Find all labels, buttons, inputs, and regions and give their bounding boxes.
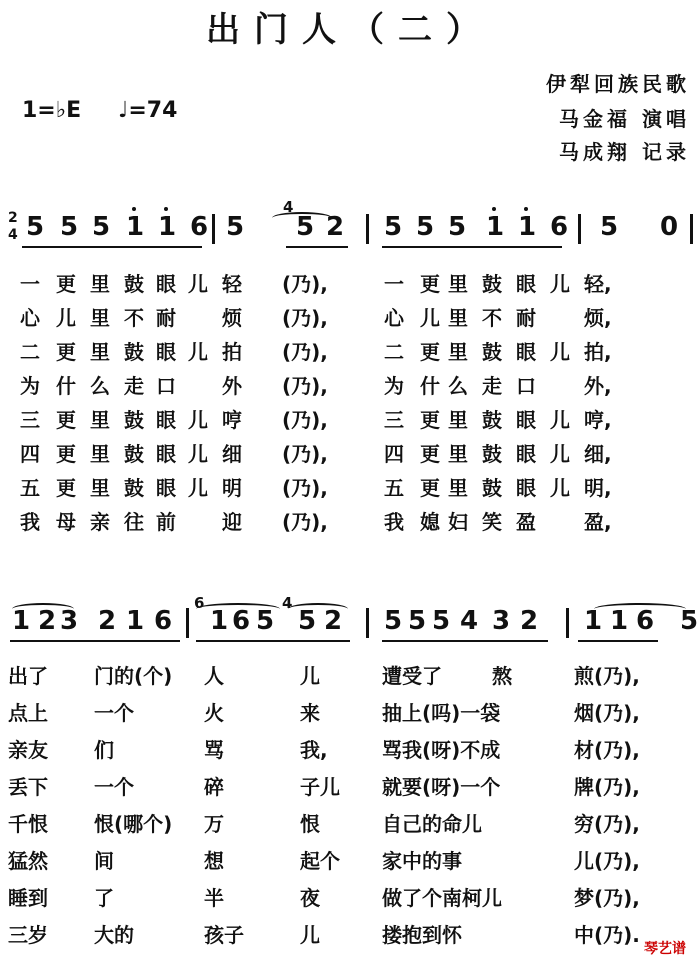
beam (382, 246, 562, 248)
lyric-syllable: 走 (482, 374, 502, 398)
lyric-word: 搂抱到怀 (382, 923, 462, 947)
lyric-word: 一个 (94, 775, 134, 799)
slur (196, 603, 280, 615)
lyric-word: 夜 (300, 886, 320, 910)
lyric-syllable: 儿 (188, 408, 208, 432)
lyric-syllable: 更 (420, 442, 440, 466)
lyric-word: 来 (300, 701, 320, 725)
lyric-word: 家中的事 (382, 849, 462, 873)
lyric-word: 牌(乃), (574, 775, 640, 799)
lyric-syllable: 更 (420, 476, 440, 500)
octave-dot (492, 207, 496, 211)
lyric-syllable: 我 (20, 510, 40, 534)
bar-line (366, 214, 369, 244)
tempo-marking: ♩=74 (118, 98, 178, 123)
bar-line (186, 608, 189, 638)
lyric-syllable: 更 (420, 408, 440, 432)
lyric-syllable: (乃), (282, 340, 328, 364)
note: 6 (190, 212, 209, 242)
grace-note: 6 (194, 594, 205, 612)
lyric-syllable: 前 (156, 510, 176, 534)
lyric-syllable: 明, (584, 476, 612, 500)
lyric-syllable: 鼓 (124, 408, 144, 432)
note: 0 (660, 212, 679, 242)
lyric-word: 恨 (300, 812, 320, 836)
note: 5 (680, 606, 699, 636)
time-signature-top: 2 (8, 210, 18, 226)
lyric-syllable: 更 (56, 340, 76, 364)
note: 3 (492, 606, 511, 636)
octave-dot (524, 207, 528, 211)
lyric-syllable: 儿 (420, 306, 440, 330)
lyric-syllable: 外 (222, 374, 242, 398)
note: 1 (584, 606, 603, 636)
note: 5 (416, 212, 435, 242)
note: 4 (460, 606, 479, 636)
lyric-word: 了 (94, 886, 114, 910)
lyric-word: 熬 (492, 664, 512, 688)
note: 1 (518, 212, 537, 242)
lyric-syllable: 鼓 (482, 442, 502, 466)
note: 5 (408, 606, 427, 636)
credit-performer: 马金福 演唱 (559, 107, 690, 131)
lyric-syllable: (乃), (282, 374, 328, 398)
bar-line (566, 608, 569, 638)
grace-note: 4 (283, 198, 294, 216)
lyric-word: 烟(乃), (574, 701, 640, 725)
note: 1 (210, 606, 229, 636)
lyric-word: 点上 (8, 701, 48, 725)
lyric-syllable: 里 (90, 340, 110, 364)
lyric-syllable: 鼓 (482, 272, 502, 296)
lyric-word: 骂我(呀)不成 (382, 738, 501, 762)
lyric-syllable: 么 (448, 374, 468, 398)
lyric-syllable: 鼓 (482, 340, 502, 364)
lyric-word: 儿(乃), (574, 849, 640, 873)
lyric-syllable: 拍 (222, 340, 242, 364)
lyric-word: 抽上(吗)一袋 (382, 701, 501, 725)
note: 5 (256, 606, 275, 636)
note: 5 (226, 212, 245, 242)
lyric-word: 子儿 (300, 775, 340, 799)
lyric-word: 间 (94, 849, 114, 873)
lyric-word: 中(乃). (574, 923, 640, 947)
lyric-word: 梦(乃), (574, 886, 640, 910)
lyric-syllable: 鼓 (124, 476, 144, 500)
lyric-syllable: 心 (384, 306, 404, 330)
lyric-word: 儿 (300, 664, 320, 688)
lyric-syllable: 二 (384, 340, 404, 364)
lyric-syllable: 细 (222, 442, 242, 466)
lyric-word: 起个 (300, 849, 340, 873)
lyric-syllable: 儿 (550, 340, 570, 364)
note: 5 (448, 212, 467, 242)
note: 6 (232, 606, 251, 636)
lyric-syllable: 更 (56, 442, 76, 466)
lyric-word: 做了个南柯儿 (382, 886, 502, 910)
octave-dot (132, 207, 136, 211)
lyric-word: 们 (94, 738, 114, 762)
lyric-word: 出了 (8, 664, 48, 688)
lyric-syllable: 哼 (222, 408, 242, 432)
note: 6 (636, 606, 655, 636)
lyric-word: 亲友 (8, 738, 48, 762)
note: 3 (60, 606, 79, 636)
slur (272, 212, 332, 224)
lyric-syllable: 眼 (156, 476, 176, 500)
beam (196, 640, 350, 642)
lyric-syllable: 三 (384, 408, 404, 432)
lyric-syllable: 鼓 (124, 442, 144, 466)
lyric-syllable: 更 (56, 408, 76, 432)
lyric-syllable: 往 (124, 510, 144, 534)
lyric-syllable: 儿 (550, 272, 570, 296)
lyric-syllable: 鼓 (482, 408, 502, 432)
note: 5 (384, 606, 403, 636)
lyric-syllable: 哼, (584, 408, 612, 432)
note: 1 (12, 606, 31, 636)
lyric-syllable: 里 (90, 272, 110, 296)
lyric-word: 丢下 (8, 775, 48, 799)
lyric-syllable: 里 (90, 306, 110, 330)
credit-source: 伊犁回族民歌 (546, 72, 690, 96)
lyric-word: 门的(个) (94, 664, 173, 688)
lyric-syllable: 儿 (188, 340, 208, 364)
lyric-syllable: 更 (420, 340, 440, 364)
lyric-word: 遭受了 (382, 664, 442, 688)
lyric-syllable: 眼 (516, 476, 536, 500)
beam (10, 640, 180, 642)
bar-line (212, 214, 215, 244)
lyric-syllable: 媳 (420, 510, 440, 534)
lyric-syllable: 不 (482, 306, 502, 330)
key-signature: 1=♭E (22, 98, 82, 123)
lyric-word: 煎(乃), (574, 664, 640, 688)
lyric-syllable: 心 (20, 306, 40, 330)
lyric-word: 猛然 (8, 849, 48, 873)
lyric-word: 万 (204, 812, 224, 836)
note: 6 (550, 212, 569, 242)
lyric-syllable: 里 (448, 476, 468, 500)
lyric-syllable: 儿 (188, 272, 208, 296)
lyric-word: 大的 (94, 923, 134, 947)
lyric-syllable: 走 (124, 374, 144, 398)
note: 1 (486, 212, 505, 242)
lyric-syllable: (乃), (282, 476, 328, 500)
lyric-syllable: 明 (222, 476, 242, 500)
footer-logo: 琴艺谱 (644, 941, 686, 957)
lyric-syllable: 儿 (188, 476, 208, 500)
lyric-word: 恨(哪个) (94, 812, 173, 836)
octave-dot (164, 207, 168, 211)
lyric-syllable: 眼 (516, 442, 536, 466)
lyric-syllable: 口 (516, 374, 536, 398)
lyric-syllable: 鼓 (124, 340, 144, 364)
note: 2 (326, 212, 345, 242)
lyric-syllable: 一 (384, 272, 404, 296)
lyric-syllable: 眼 (156, 408, 176, 432)
lyric-syllable: 母 (56, 510, 76, 534)
lyric-word: 我, (300, 738, 328, 762)
lyric-syllable: 耐 (156, 306, 176, 330)
beam (286, 246, 348, 248)
lyric-syllable: 里 (448, 442, 468, 466)
lyric-syllable: 烦, (584, 306, 612, 330)
credit-recorder: 马成翔 记录 (559, 140, 690, 164)
lyric-syllable: 儿 (550, 408, 570, 432)
page-title: 出门人（二） (206, 10, 494, 50)
lyric-syllable: 儿 (550, 476, 570, 500)
lyric-word: 孩子 (204, 923, 244, 947)
note: 5 (26, 212, 45, 242)
note: 1 (126, 212, 145, 242)
slur (288, 603, 348, 615)
note: 1 (610, 606, 629, 636)
lyric-syllable: 盈, (584, 510, 612, 534)
lyric-syllable: 里 (448, 306, 468, 330)
lyric-syllable: 三 (20, 408, 40, 432)
lyric-syllable: 鼓 (482, 476, 502, 500)
lyric-syllable: 更 (56, 476, 76, 500)
lyric-syllable: 烦 (222, 306, 242, 330)
note: 2 (324, 606, 343, 636)
lyric-syllable: 四 (20, 442, 40, 466)
lyric-syllable: 五 (20, 476, 40, 500)
beam (578, 640, 658, 642)
lyric-syllable: 眼 (156, 340, 176, 364)
note: 5 (600, 212, 619, 242)
lyric-word: 三岁 (8, 923, 48, 947)
lyric-syllable: 鼓 (124, 272, 144, 296)
note: 5 (60, 212, 79, 242)
beam (22, 246, 202, 248)
lyric-word: 自己的命儿 (382, 812, 482, 836)
lyric-syllable: 里 (90, 408, 110, 432)
lyric-syllable: 眼 (516, 340, 536, 364)
time-signature-bottom: 4 (8, 227, 18, 243)
lyric-syllable: 眼 (516, 272, 536, 296)
lyric-syllable: 儿 (56, 306, 76, 330)
lyric-word: 穷(乃), (574, 812, 640, 836)
note: 2 (38, 606, 57, 636)
lyric-syllable: 盈 (516, 510, 536, 534)
lyric-word: 火 (204, 701, 224, 725)
lyric-syllable: 迎 (222, 510, 242, 534)
lyric-syllable: 更 (56, 272, 76, 296)
lyric-syllable: (乃), (282, 408, 328, 432)
lyric-syllable: 里 (448, 408, 468, 432)
lyric-word: 半 (204, 886, 224, 910)
note: 2 (520, 606, 539, 636)
lyric-syllable: 口 (156, 374, 176, 398)
lyric-syllable: 轻 (222, 272, 242, 296)
lyric-syllable: 眼 (156, 272, 176, 296)
lyric-word: 一个 (94, 701, 134, 725)
note: 5 (296, 212, 315, 242)
note: 5 (92, 212, 111, 242)
lyric-syllable: 什 (420, 374, 440, 398)
lyric-syllable: 拍, (584, 340, 612, 364)
lyric-syllable: 更 (420, 272, 440, 296)
lyric-syllable: 为 (20, 374, 40, 398)
beam (382, 640, 548, 642)
note: 1 (158, 212, 177, 242)
lyric-word: 千恨 (8, 812, 48, 836)
lyric-syllable: 眼 (516, 408, 536, 432)
lyric-syllable: 细, (584, 442, 612, 466)
lyric-word: 材(乃), (574, 738, 640, 762)
lyric-syllable: 什 (56, 374, 76, 398)
lyric-syllable: 五 (384, 476, 404, 500)
lyric-syllable: (乃), (282, 272, 328, 296)
note: 5 (298, 606, 317, 636)
lyric-syllable: 亲 (90, 510, 110, 534)
lyric-word: 碎 (204, 775, 224, 799)
grace-note: 4 (282, 594, 293, 612)
bar-line (690, 214, 693, 244)
lyric-syllable: 笑 (482, 510, 502, 534)
lyric-syllable: 儿 (550, 442, 570, 466)
lyric-syllable: 为 (384, 374, 404, 398)
lyric-word: 人 (204, 664, 224, 688)
lyric-word: 儿 (300, 923, 320, 947)
lyric-syllable: 外, (584, 374, 612, 398)
lyric-syllable: (乃), (282, 510, 328, 534)
lyric-syllable: 里 (90, 476, 110, 500)
lyric-syllable: 耐 (516, 306, 536, 330)
lyric-word: 想 (204, 849, 224, 873)
lyric-syllable: 一 (20, 272, 40, 296)
lyric-syllable: 我 (384, 510, 404, 534)
lyric-syllable: 轻, (584, 272, 612, 296)
note: 1 (126, 606, 145, 636)
lyric-syllable: 眼 (156, 442, 176, 466)
note: 6 (154, 606, 173, 636)
note: 5 (384, 212, 403, 242)
lyric-word: 就要(呀)一个 (382, 775, 501, 799)
lyric-syllable: 么 (90, 374, 110, 398)
lyric-word: 睡到 (8, 886, 48, 910)
slur (594, 603, 686, 615)
note: 2 (98, 606, 117, 636)
bar-line (578, 214, 581, 244)
lyric-syllable: 四 (384, 442, 404, 466)
lyric-syllable: (乃), (282, 442, 328, 466)
slur (12, 603, 74, 615)
lyric-syllable: 儿 (188, 442, 208, 466)
bar-line (366, 608, 369, 638)
lyric-syllable: 二 (20, 340, 40, 364)
lyric-syllable: 里 (90, 442, 110, 466)
lyric-word: 骂 (204, 738, 224, 762)
lyric-syllable: 里 (448, 340, 468, 364)
lyric-syllable: 妇 (448, 510, 468, 534)
note: 5 (432, 606, 451, 636)
lyric-syllable: (乃), (282, 306, 328, 330)
lyric-syllable: 不 (124, 306, 144, 330)
lyric-syllable: 里 (448, 272, 468, 296)
